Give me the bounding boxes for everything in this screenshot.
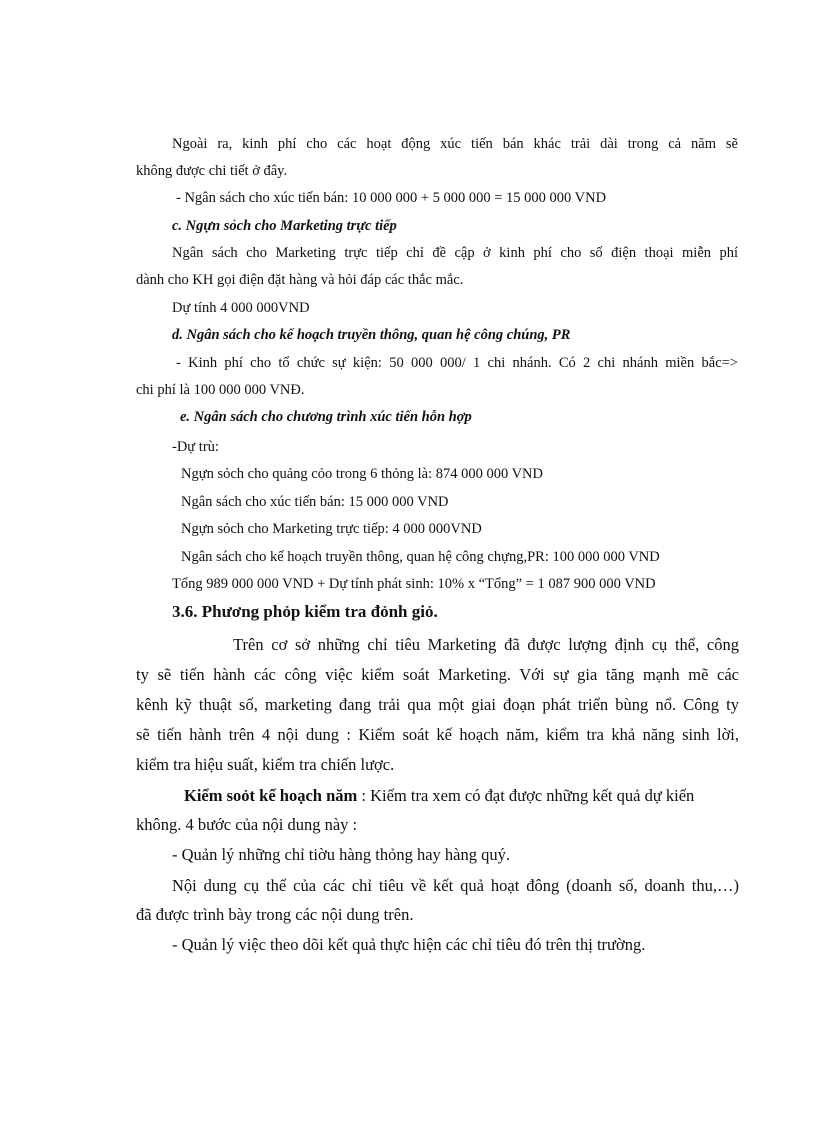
total-line: Tổng 989 000 000 VND + Dự tính phát sinh: 10% x “Tổng” = 1 087 900 000 VND — [172, 576, 656, 592]
section-heading-c: c. Ngựn sỏch cho Marketing trực tiếp — [172, 218, 397, 234]
paragraph-line: kiểm tra hiệu suất, kiểm tra chiến lược. — [136, 755, 395, 774]
paragraph-line: - Ngân sách cho xúc tiến bán: 10 000 000 + 5 000 000 = 15 000 000 VND — [176, 190, 607, 206]
paragraph-line: Dự tính 4 000 000VND — [172, 300, 310, 316]
paragraph-line: - Kinh phí cho tổ chức sự kiện: 50 000 000/ 1 chi nhánh. Có 2 chi nhánh miền bắc=> — [176, 355, 738, 371]
paragraph-line: không. 4 bước của nội dung này : — [136, 815, 358, 834]
section-heading-3-6: 3.6. Phương phỏp kiểm tra đỏnh giỏ. — [172, 602, 438, 621]
paragraph-line: dành cho KH gọi điện đặt hàng và hỏi đáp các thắc mắc. — [136, 272, 464, 288]
list-item: Ngân sách cho xúc tiến bán: 15 000 000 VND — [181, 494, 449, 510]
list-item: Ngựn sỏch cho quảng cỏo trong 6 thỏng là: 874 000 000 VND — [181, 466, 543, 482]
paragraph-line: -Dự trù: — [172, 439, 219, 455]
paragraph-line: sẽ tiến hành trên 4 nội dung : Kiểm soát kế hoạch năm, kiểm tra khả năng sinh lời, — [136, 725, 739, 744]
paragraph-line: chi phí là 100 000 000 VNĐ. — [136, 382, 305, 398]
paragraph-line: Ngân sách cho Marketing trực tiếp chỉ đề cập ở kinh phí cho số điện thoại miễn phí — [172, 245, 738, 261]
paragraph-line: Ngoài ra, kinh phí cho các hoạt động xúc tiến bán khác trải dài trong cả năm sẽ — [172, 136, 738, 152]
paragraph-line: Nội dung cụ thể của các chỉ tiêu về kết quả hoạt đông (doanh số, doanh thu,…) — [172, 876, 739, 895]
paragraph-line: không được chi tiết ở đây. — [136, 163, 288, 179]
paragraph-line — [184, 785, 787, 807]
list-item: Ngựn sỏch cho Marketing trực tiếp: 4 000 000VND — [181, 521, 482, 537]
paragraph-text: : Kiểm tra xem có đạt được những kết quả dự kiến — [357, 786, 695, 805]
paragraph-line: Trên cơ sở những chỉ tiêu Marketing đã được lượng định cụ thể, công — [233, 635, 739, 654]
list-item: - Quản lý việc theo dõi kết quả thực hiện các chỉ tiêu đó trên thị trường. — [172, 935, 646, 954]
paragraph-line: đã được trình bày trong các nội dung trên. — [136, 905, 414, 924]
section-heading-d: d. Ngân sách cho kế hoạch truyền thông, quan hệ công chúng, PR — [172, 327, 571, 343]
bold-term: Kiểm soỏt kế hoạch năm — [184, 786, 358, 805]
paragraph-line: ty sẽ tiến hành các công việc kiểm soát Marketing. Với sự gia tăng mạnh mẽ các — [136, 665, 739, 684]
paragraph-line: kênh kỹ thuật số, marketing đang trải qua một giai đoạn phát triển bùng nổ. Công ty — [136, 695, 739, 714]
list-item: Ngân sách cho kế hoạch truyền thông, quan hệ công chựng,PR: 100 000 000 VND — [181, 549, 660, 565]
section-heading-e: e. Ngân sách cho chương trình xúc tiến hỗn hợp — [180, 409, 472, 425]
list-item: - Quản lý những chỉ tiờu hàng thỏng hay hàng quý. — [172, 845, 510, 864]
